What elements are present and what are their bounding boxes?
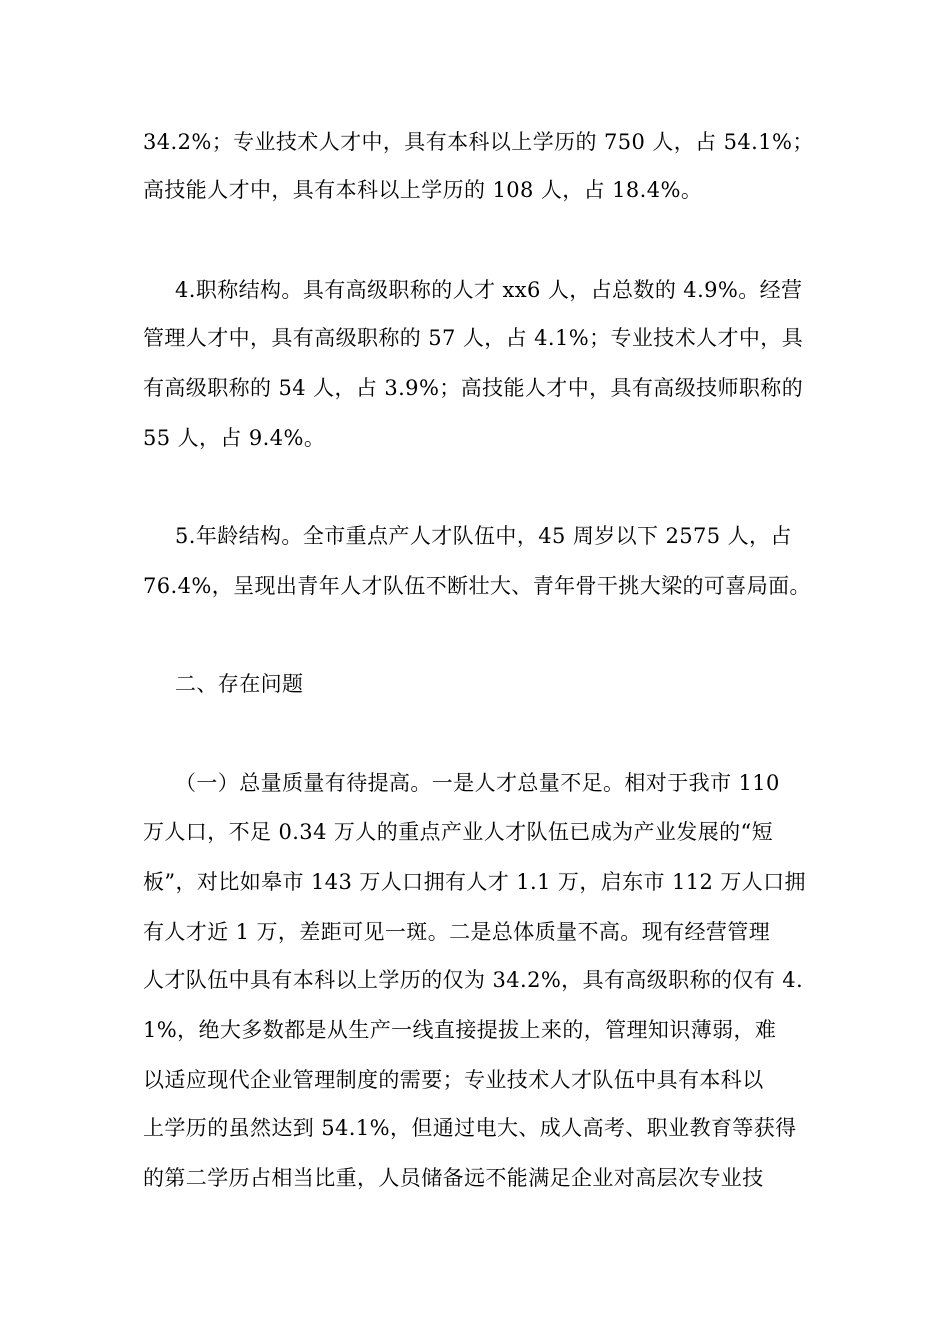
text-line: 上学历的虽然达到 54.1%，但通过电大、成人高考、职业教育等获得 (143, 1116, 797, 1140)
text-line: 55 人，占 9.4%。 (143, 426, 326, 450)
text-line: 76.4%，呈现出青年人才队伍不断壮大、青年骨干挑大梁的可喜局面。 (143, 574, 811, 598)
section-4-heading-line: 4.职称结构。具有高级职称的人才 xx6 人，占总数的 4.9%。经营 (175, 278, 803, 302)
text-line: 有高级职称的 54 人，占 3.9%；高技能人才中，具有高级技师职称的 (143, 376, 804, 400)
text-line: 板”，对比如皋市 143 万人口拥有人才 1.1 万，启东市 112 万人口拥 (143, 870, 806, 894)
text-line: 万人口，不足 0.34 万人的重点产业人才队伍已成为产业发展的“短 (143, 820, 774, 844)
text-line: 有人才近 1 万，差距可见一斑。二是总体质量不高。现有经营管理 (143, 920, 771, 944)
text-line: 人才队伍中具有本科以上学历的仅为 34.2%，具有高级职称的仅有 4. (143, 968, 804, 992)
text-line: 以适应现代企业管理制度的需要；专业技术人才队伍中具有本科以 (143, 1068, 764, 1092)
text-line: 1%，绝大多数都是从生产一线直接提拔上来的，管理知识薄弱，难 (143, 1018, 777, 1042)
text-line: 高技能人才中，具有本科以上学历的 108 人，占 18.4%。 (143, 178, 703, 202)
text-line: 管理人才中，具有高级职称的 57 人，占 4.1%；专业技术人才中，具 (143, 326, 804, 350)
section-heading: 二、存在问题 (175, 672, 304, 696)
section-5-heading-line: 5.年龄结构。全市重点产人才队伍中，45 周岁以下 2575 人，占 (175, 524, 792, 548)
subsection-heading-line: （一）总量质量有待提高。一是人才总量不足。相对于我市 110 (175, 771, 780, 795)
text-line: 的第二学历占相当比重，人员储备远不能满足企业对高层次专业技 (143, 1166, 764, 1190)
text-line: 34.2%；专业技术人才中，具有本科以上学历的 750 人，占 54.1%； (143, 130, 814, 154)
